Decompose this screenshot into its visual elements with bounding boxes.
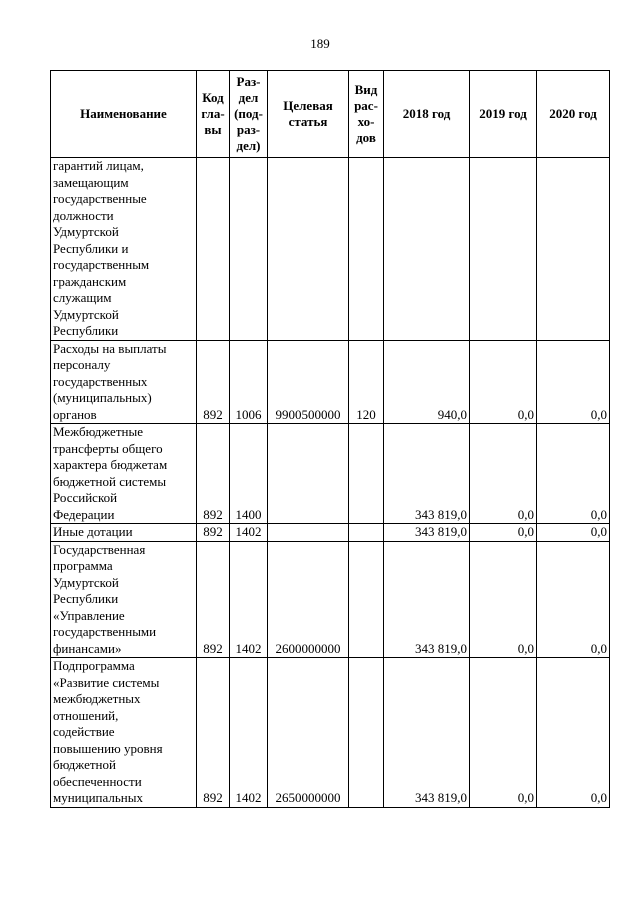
cell-name: Подпрограмма «Развитие системы межбюджетных отношений, содействие повышению уровня бюджетной обеспеченности муниципальных (51, 658, 197, 808)
cell-code: 892 (197, 541, 230, 658)
cell-target (268, 424, 349, 524)
header-section: Раз- дел (под- раз- дел) (230, 71, 268, 158)
cell-code: 892 (197, 424, 230, 524)
cell-y2020: 0,0 (537, 340, 610, 424)
cell-y2019 (470, 158, 537, 341)
cell-target (268, 158, 349, 341)
cell-y2018: 343 819,0 (384, 658, 470, 808)
cell-target: 2650000000 (268, 658, 349, 808)
header-2019: 2019 год (470, 71, 537, 158)
header-code: Код гла- вы (197, 71, 230, 158)
cell-name: Иные дотации (51, 524, 197, 542)
cell-kind (349, 158, 384, 341)
cell-code: 892 (197, 340, 230, 424)
cell-y2018 (384, 158, 470, 341)
table-row (51, 424, 610, 524)
cell-section (230, 158, 268, 341)
cell-section: 1402 (230, 658, 268, 808)
cell-y2020: 0,0 (537, 524, 610, 542)
table-row (51, 158, 610, 341)
table-row (51, 340, 610, 424)
cell-section: 1402 (230, 524, 268, 542)
header-2020: 2020 год (537, 71, 610, 158)
cell-name: гарантий лицам, замещающим государственные должности Удмуртской Республики и государственным гражданским служащим Удмуртской Республики (51, 158, 197, 341)
header-row (51, 71, 610, 158)
budget-table (50, 70, 610, 808)
cell-y2018: 343 819,0 (384, 524, 470, 542)
cell-y2020 (537, 158, 610, 341)
cell-target (268, 524, 349, 542)
cell-kind (349, 424, 384, 524)
cell-name: Межбюджетные трансферты общего характера бюджетам бюджетной системы Российской Федерации (51, 424, 197, 524)
cell-y2019: 0,0 (470, 541, 537, 658)
cell-y2020: 0,0 (537, 424, 610, 524)
cell-section: 1006 (230, 340, 268, 424)
cell-y2018: 940,0 (384, 340, 470, 424)
cell-y2019: 0,0 (470, 424, 537, 524)
cell-kind (349, 524, 384, 542)
cell-code: 892 (197, 658, 230, 808)
table-row (51, 524, 610, 542)
table-row (51, 541, 610, 658)
cell-target: 9900500000 (268, 340, 349, 424)
header-name: Наименование (51, 71, 197, 158)
page-number: 189 (310, 36, 330, 51)
cell-y2019: 0,0 (470, 524, 537, 542)
cell-code (197, 158, 230, 341)
header-2018: 2018 год (384, 71, 470, 158)
table-row (51, 658, 610, 808)
cell-y2018: 343 819,0 (384, 424, 470, 524)
cell-kind (349, 658, 384, 808)
cell-y2019: 0,0 (470, 340, 537, 424)
cell-target: 2600000000 (268, 541, 349, 658)
cell-y2020: 0,0 (537, 658, 610, 808)
header-target: Целевая статья (268, 71, 349, 158)
cell-code: 892 (197, 524, 230, 542)
cell-section: 1402 (230, 541, 268, 658)
cell-name: Государственная программа Удмуртской Республики «Управление государственными финансами» (51, 541, 197, 658)
header-kind: Вид рас- хо- дов (349, 71, 384, 158)
cell-kind (349, 541, 384, 658)
cell-name: Расходы на выплаты персоналу государственных (муниципальных) органов (51, 340, 197, 424)
cell-y2018: 343 819,0 (384, 541, 470, 658)
cell-section: 1400 (230, 424, 268, 524)
cell-y2020: 0,0 (537, 541, 610, 658)
cell-kind: 120 (349, 340, 384, 424)
cell-y2019: 0,0 (470, 658, 537, 808)
